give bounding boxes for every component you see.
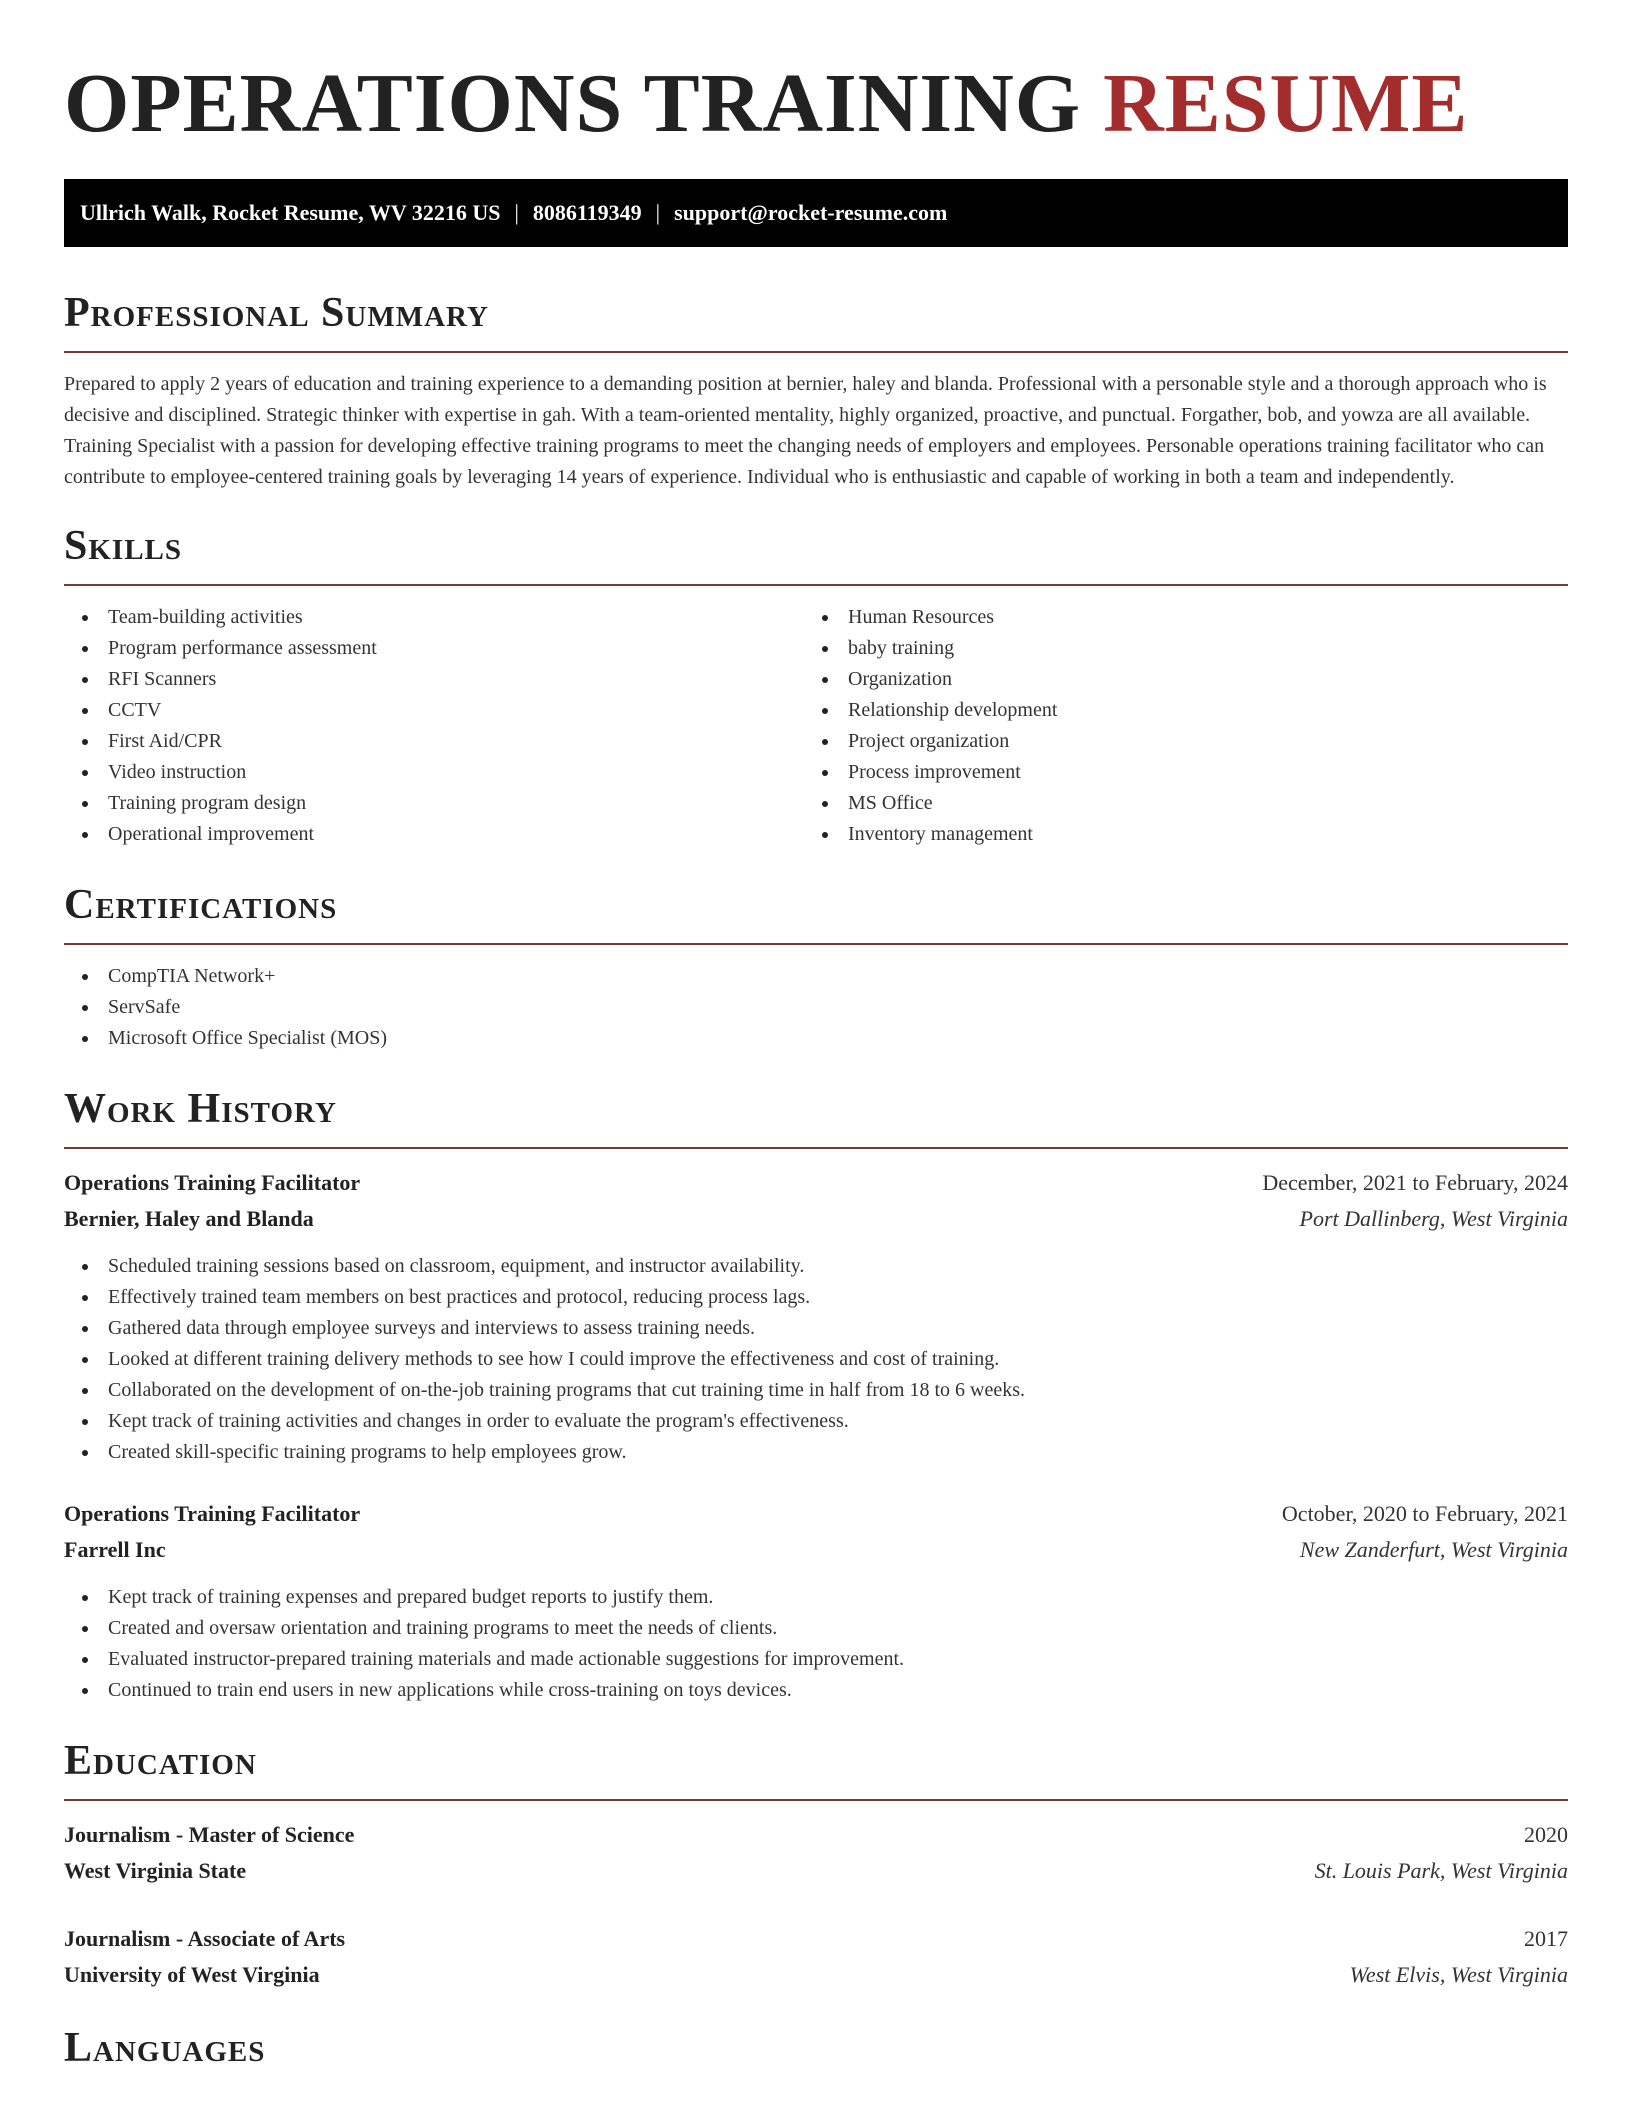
education-school-row (64, 1957, 1568, 1993)
languages-section (64, 2023, 1568, 2073)
education-school: University of West Virginia (64, 1962, 320, 1987)
job-entry (64, 1165, 1568, 1468)
education-heading: Education (64, 1738, 257, 1784)
skill-item: Project organization (804, 726, 1544, 757)
job-company-row (64, 1532, 1568, 1568)
education-school: West Virginia State (64, 1858, 247, 1883)
job-duties-list (64, 1582, 1568, 1706)
work-history-heading: Work History (64, 1086, 337, 1132)
contact-phone: 8086119349 (532, 200, 642, 225)
skill-item: MS Office (804, 788, 1544, 819)
education-entry (64, 1921, 1568, 1993)
skill-item: First Aid/CPR (64, 726, 804, 757)
skills-column-right (804, 602, 1544, 850)
skill-item: Video instruction (64, 757, 804, 788)
job-title: Operations Training Facilitator (64, 1170, 361, 1195)
skills-column-left (64, 602, 804, 850)
certifications-list (64, 961, 1568, 1054)
education-year: 2020 (1524, 1822, 1568, 1847)
job-company: Bernier, Haley and Blanda (64, 1206, 314, 1231)
job-header-row (64, 1496, 1568, 1532)
title-main: OPERATIONS TRAINING (64, 57, 1082, 150)
contact-bar (64, 179, 1568, 247)
title-accent: RESUME (1103, 57, 1469, 150)
skill-item: Process improvement (804, 757, 1544, 788)
job-company-row (64, 1201, 1568, 1237)
summary-text: Prepared to apply 2 years of education and training experience to a demanding position at bernier, haley and blanda. Professional with a personable style and a thorough approach who is decisive and disciplined. Strategic thinker with expertise in gah. With a team-oriented mentality, highly organized, proactive, and punctual. Forgather, bob, and yowza are all available. Training Specialist with a passion for developing effective training programs to meet the changing needs of employers and employees. Personable operations training facilitator who can contribute to employee-centered training goals by leveraging 14 years of experience. Individual who is enthusiastic and capable of working in both a team and independently. (64, 373, 1547, 488)
job-location: Port Dallinberg, West Virginia (1299, 1206, 1568, 1231)
section-divider (64, 1799, 1568, 1801)
education-degree: Journalism - Associate of Arts (64, 1926, 346, 1951)
education-location: West Elvis, West Virginia (1349, 1962, 1568, 1987)
job-title: Operations Training Facilitator (64, 1501, 361, 1526)
skills-list-left (64, 602, 804, 850)
contact-email: support@rocket-resume.com (674, 200, 948, 225)
job-duty-item: Continued to train end users in new applications while cross-training on toys devices. (64, 1675, 1568, 1706)
skill-item: CCTV (64, 695, 804, 726)
skill-item: Relationship development (804, 695, 1544, 726)
skill-item: Program performance assessment (64, 633, 804, 664)
education-school-row (64, 1853, 1568, 1889)
section-divider (64, 1147, 1568, 1149)
job-duties-list (64, 1251, 1568, 1468)
certification-item: ServSafe (64, 992, 1568, 1023)
job-duty-item: Collaborated on the development of on-the-job training programs that cut training time in half from 18 to 6 weeks. (64, 1375, 1568, 1406)
section-divider (64, 584, 1568, 586)
job-location: New Zanderfurt, West Virginia (1299, 1537, 1568, 1562)
skill-item: RFI Scanners (64, 664, 804, 695)
certifications-heading: Certifications (64, 882, 338, 928)
job-duty-item: Created and oversaw orientation and training programs to meet the needs of clients. (64, 1613, 1568, 1644)
skills-heading: Skills (64, 523, 183, 569)
summary-section (64, 288, 1568, 493)
job-dates: October, 2020 to February, 2021 (1281, 1501, 1568, 1526)
skills-list-right (804, 602, 1544, 850)
certification-item: Microsoft Office Specialist (MOS) (64, 1023, 1568, 1054)
certification-item: CompTIA Network+ (64, 961, 1568, 992)
job-header-row (64, 1165, 1568, 1201)
job-dates: December, 2021 to February, 2024 (1262, 1170, 1568, 1195)
education-degree: Journalism - Master of Science (64, 1822, 355, 1847)
job-duty-item: Scheduled training sessions based on classroom, equipment, and instructor availability. (64, 1251, 1568, 1282)
contact-separator: | (655, 200, 661, 225)
education-degree-row (64, 1817, 1568, 1853)
skill-item: Training program design (64, 788, 804, 819)
skill-item: Human Resources (804, 602, 1544, 633)
skills-grid (64, 602, 1568, 850)
certifications-section (64, 880, 1568, 1054)
skills-section (64, 521, 1568, 850)
job-duty-item: Gathered data through employee surveys and interviews to assess training needs. (64, 1313, 1568, 1344)
skill-item: Operational improvement (64, 819, 804, 850)
job-duty-item: Kept track of training expenses and prepared budget reports to justify them. (64, 1582, 1568, 1613)
education-year: 2017 (1524, 1926, 1568, 1951)
education-location: St. Louis Park, West Virginia (1314, 1858, 1568, 1883)
contact-address: Ullrich Walk, Rocket Resume, WV 32216 US (80, 200, 501, 225)
skill-item: Organization (804, 664, 1544, 695)
skill-item: baby training (804, 633, 1544, 664)
job-duty-item: Looked at different training delivery methods to see how I could improve the effectiveness and cost of training. (64, 1344, 1568, 1375)
education-degree-row (64, 1921, 1568, 1957)
section-divider (64, 351, 1568, 353)
contact-separator: | (514, 200, 519, 225)
skill-item: Team-building activities (64, 602, 804, 633)
education-entry (64, 1817, 1568, 1889)
summary-heading: Professional Summary (64, 290, 489, 336)
job-company: Farrell Inc (64, 1537, 166, 1562)
work-history-section (64, 1084, 1568, 1706)
job-entry (64, 1496, 1568, 1706)
job-duty-item: Effectively trained team members on best practices and protocol, reducing process lags. (64, 1282, 1568, 1313)
page-title (64, 0, 1568, 150)
languages-heading: Languages (64, 2025, 266, 2071)
job-duty-item: Kept track of training activities and changes in order to evaluate the program's effectiveness. (64, 1406, 1568, 1437)
section-divider (64, 943, 1568, 945)
skill-item: Inventory management (804, 819, 1544, 850)
job-duty-item: Created skill-specific training programs to help employees grow. (64, 1437, 1568, 1468)
education-section (64, 1736, 1568, 1993)
job-duty-item: Evaluated instructor-prepared training materials and made actionable suggestions for improvement. (64, 1644, 1568, 1675)
